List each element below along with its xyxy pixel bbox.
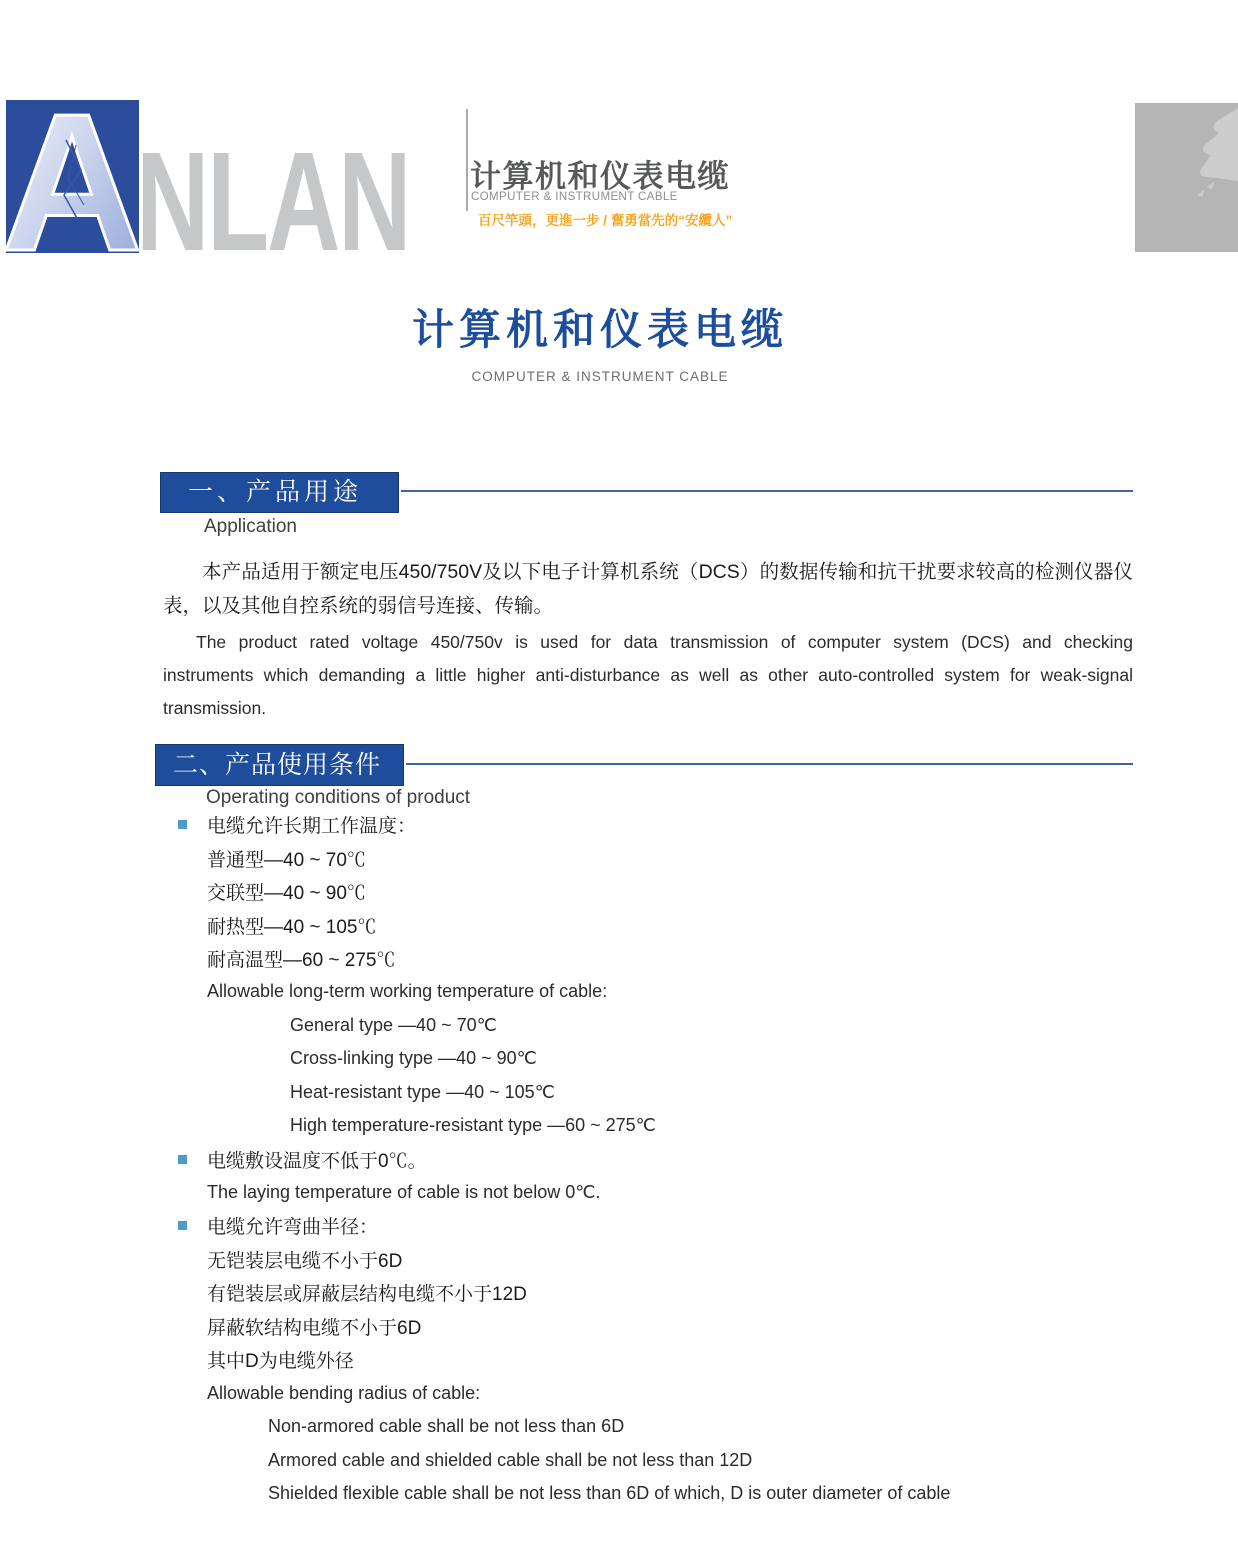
list-item: Shielded flexible cable shall be not less than 6D of which, D is outer diameter of cable — [268, 1482, 951, 1503]
list-item: Armored cable and shielded cable shall be not less than 12D — [268, 1449, 753, 1470]
svg-text:NLAN: NLAN — [136, 123, 410, 253]
logo-a-icon — [6, 100, 139, 253]
application-paragraph-en: The product rated voltage 450/750v is used for data transmission of computer system (DCS) and checking instruments which demanding a little higher anti-disturbance as well as other auto-controlled system for weak-signal transmission. — [163, 632, 1133, 719]
list-item: General type —40 ~ 70℃ — [290, 1014, 497, 1035]
section1-heading-cn: 一、产品用途 — [188, 478, 363, 506]
section1-heading-box — [160, 472, 399, 513]
section1-rule — [401, 490, 1133, 492]
list-item: 交联型—40 ~ 90℃ — [207, 883, 366, 905]
list-item: 有铠装层或屏蔽层结构电缆不小于12D — [207, 1284, 527, 1306]
header-product-title-en: COMPUTER & INSTRUMENT CABLE — [471, 191, 678, 203]
application-paragraph-cn: 本产品适用于额定电压450/750V及以下电子计算机系统（DCS）的数据传输和抗干扰要求较高的检测仪器仪表，以及其他自控系统的弱信号连接、传输。 — [163, 561, 1133, 617]
list-item: 无铠装层电缆不小于6D — [207, 1250, 403, 1272]
list-item: 电缆允许长期工作温度： — [163, 808, 1148, 841]
list-item: Cross-linking type —40 ~ 90℃ — [290, 1048, 537, 1069]
list-item: 屏蔽软结构电缆不小于6D — [207, 1317, 422, 1339]
header-product-title-cn: 计算机和仪表电缆 — [470, 159, 730, 194]
list-item: 耐热型—40 ~ 105℃ — [207, 916, 377, 938]
section2-rule — [406, 763, 1133, 765]
page-title-cn: 计算机和仪表电缆 — [411, 306, 788, 353]
list-item: 耐高温型—60 ~ 275℃ — [207, 949, 396, 971]
bullet-square-icon — [178, 820, 187, 829]
list-item: Allowable bending radius of cable: — [207, 1382, 481, 1403]
logo-wordmark — [136, 100, 466, 253]
svg-text:A: A — [6, 100, 139, 253]
header-photo — [1135, 103, 1238, 252]
list-item: 电缆允许弯曲半径： — [163, 1209, 1148, 1242]
list-item: High temperature-resistant type —60 ~ 275℃ — [290, 1115, 656, 1136]
header-slogan: 百尺竿頭，更進一步 / 奮勇當先的“安纜人” — [478, 213, 733, 228]
header-divider — [466, 109, 468, 211]
list-item: 其中D为电缆外径 — [207, 1351, 354, 1373]
page-title-en: COMPUTER & INSTRUMENT CABLE — [471, 369, 729, 384]
section2-heading-en: Operating conditions of product — [206, 787, 471, 808]
section1-heading-en: Application — [204, 516, 297, 537]
anlan-logo-mark — [6, 100, 139, 253]
list-item: Non-armored cable shall be not less than 6D — [268, 1416, 625, 1437]
list-item: Heat-resistant type —40 ~ 105℃ — [290, 1081, 555, 1102]
list-item: 电缆敷设温度不低于0℃。 — [163, 1142, 1148, 1175]
list-item: 普通型—40 ~ 70℃ — [207, 849, 366, 871]
leaf-image-icon — [1135, 103, 1238, 252]
conditions-list — [163, 808, 1148, 1510]
bullet-square-icon — [178, 1221, 187, 1230]
list-item: Allowable long-term working temperature of cable: — [207, 981, 608, 1002]
page-title-block — [0, 297, 1200, 384]
bullet-square-icon — [178, 1155, 187, 1164]
section2-heading-cn: 二、产品使用条件 — [173, 751, 382, 779]
section2-heading-box — [155, 744, 404, 786]
list-item: The laying temperature of cable is not below 0℃. — [207, 1182, 601, 1203]
